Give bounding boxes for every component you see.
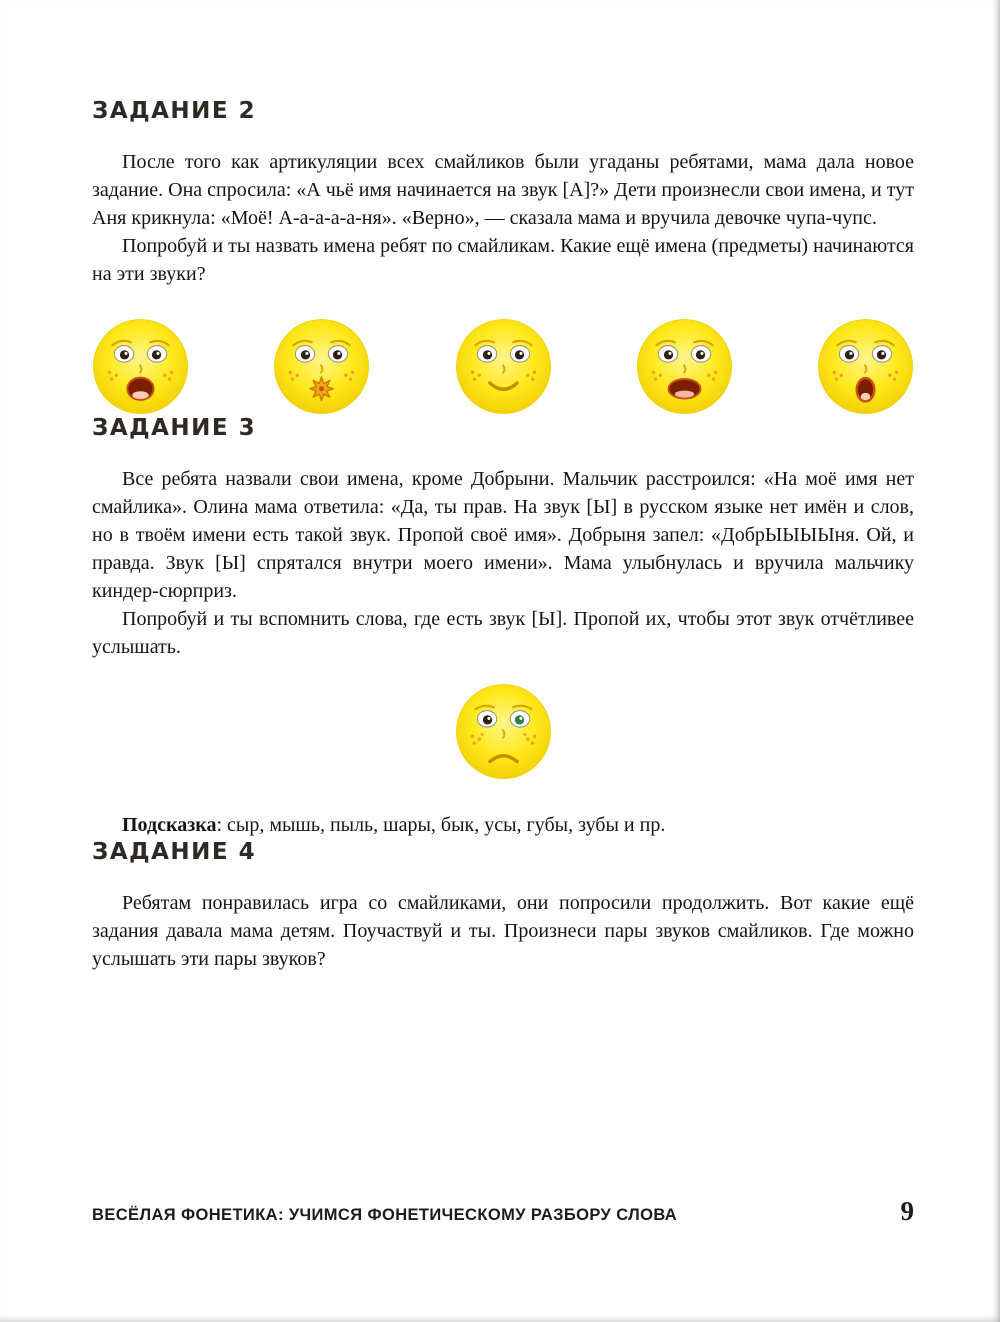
task2-paragraph-1: После того как артикуляции всех смайликов были угаданы ребятами, мама дала новое задание. Она спросила: «А чьё имя начинается на звук [А]?» Дети произнесли свои имена, и тут Аня крикнула: «Моё! А-а-а-а-а-ня». «Верно», — сказала мама и вручила девочке чупа-чупс. xyxy=(92,151,914,229)
smiley-open-round-mouth-icon xyxy=(92,318,189,415)
task3-paragraph-1: Все ребята назвали свои имена, кроме Добрыни. Мальчик расстроился: «На моё имя нет смайлика». Олина мама ответила: «Да, ты прав. На звук [Ы] в русском языке нет имён и слов, но в твоём имени есть такой звук. Пропой своё имя». Добрыня запел: «ДобрЫЫЫЫня. Ой, и правда. Звук [Ы] спрятался внутри моего имени». Мама улыбнулась и вручила мальчику киндер-сюрприз. xyxy=(92,468,914,602)
task4-heading: ЗАДАНИЕ 4 xyxy=(92,839,257,865)
hint-line xyxy=(92,811,914,839)
page-footer xyxy=(92,1196,914,1227)
smiley-wide-open-mouth-icon xyxy=(636,318,733,415)
task2-paragraph-2: Попробуй и ты назвать имена ребят по смайликам. Какие ещё имена (предметы) начинаются на эти звуки? xyxy=(92,235,914,285)
hint-text: : сыр, мышь, пыль, шары, бык, усы, губы, зубы и пр. xyxy=(216,814,666,836)
task3-paragraph-2: Попробуй и ты вспомнить слова, где есть звук [Ы]. Пропой их, чтобы этот звук отчётливее услышать. xyxy=(92,608,914,658)
smiley-puckered-star-lips-icon xyxy=(273,318,370,415)
page-number: 9 xyxy=(900,1196,914,1226)
mouth-puckered-star xyxy=(310,377,333,400)
task4-paragraph-1: Ребятам понравилась игра со смайликами, они попросили продолжить. Вот какие ещё задания давала мама детям. Поучаствуй и ты. Произнеси пары звуков смайликов. Где можно услышать эти пары звуков? xyxy=(92,892,914,970)
smiley-smile-icon xyxy=(455,318,552,415)
task3-heading: ЗАДАНИЕ 3 xyxy=(92,415,257,441)
mouth-wide-open xyxy=(668,379,700,398)
mouth-vertical-oval xyxy=(857,378,874,401)
task2-heading: ЗАДАНИЕ 2 xyxy=(92,98,257,124)
smiley-row xyxy=(92,318,914,415)
smiley-vertical-oval-mouth-icon xyxy=(817,318,914,415)
smiley-sad-icon xyxy=(455,683,552,780)
mouth-open-round xyxy=(127,378,153,400)
hint-label: Подсказка xyxy=(122,814,217,836)
sad-smiley-container xyxy=(92,683,914,785)
footer-title: ВЕСЁЛАЯ ФОНЕТИКА: УЧИМСЯ ФОНЕТИЧЕСКОМУ РАЗБОРУ СЛОВА xyxy=(92,1206,678,1224)
